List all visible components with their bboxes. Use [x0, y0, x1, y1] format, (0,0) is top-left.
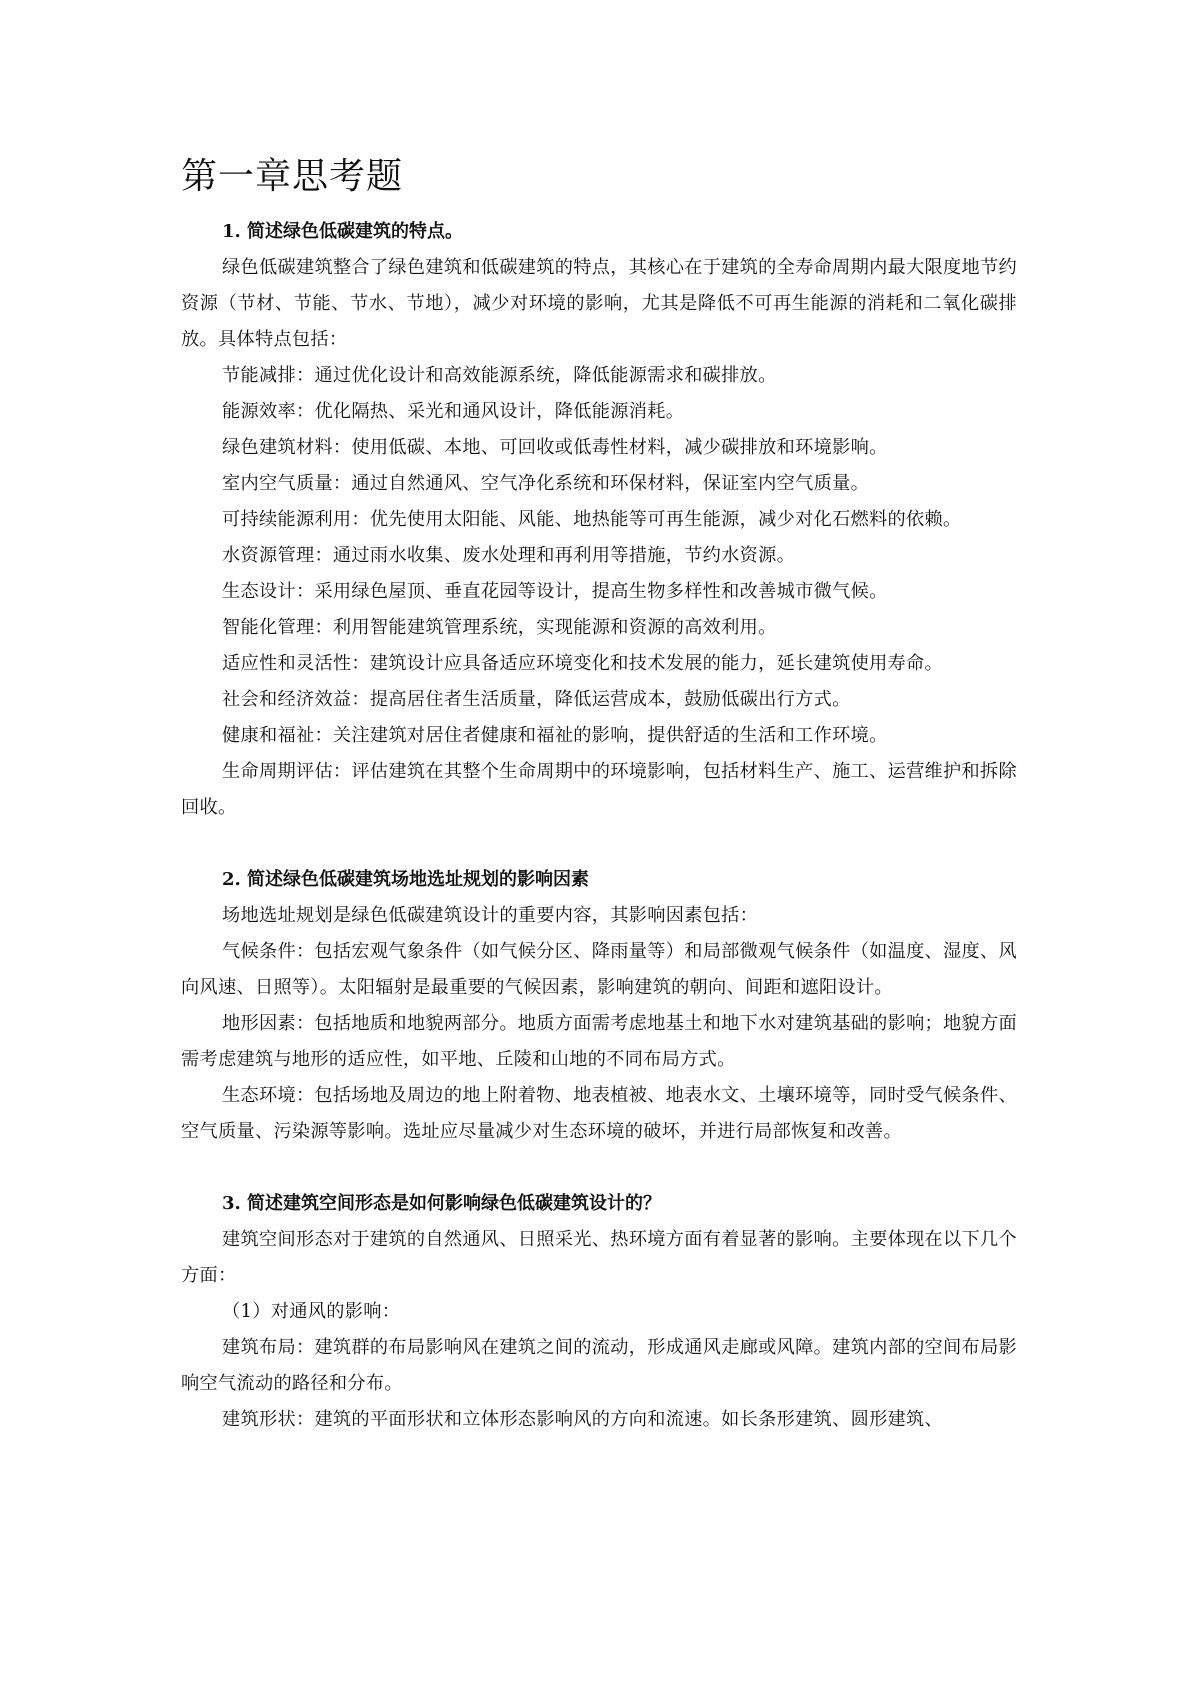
q1-paragraph: 能源效率：优化隔热、采光和通风设计，降低能源消耗。	[222, 401, 685, 422]
q1-paragraph: 绿色低碳建筑整合了绿色建筑和低碳建筑的特点，其核心在于建筑的全寿命周期内最大限度地节约资源（节材、节能、节水、节地），减少对环境的影响，尤其是降低不可再生能源的消耗和二氧化碳排放。具体特点包括：	[181, 257, 1017, 350]
section-spacer	[181, 826, 1017, 862]
q3-paragraph: 建筑布局：建筑群的布局影响风在建筑之间的流动，形成通风走廊或风障。建筑内部的空间布局影响空气流动的路径和分布。	[181, 1337, 1017, 1394]
q1-paragraph: 水资源管理：通过雨水收集、废水处理和再利用等措施，节约水资源。	[222, 545, 796, 566]
q1-paragraph: 社会和经济效益：提高居住者生活质量，降低运营成本，鼓励低碳出行方式。	[222, 689, 851, 710]
q1-paragraph: 生命周期评估：评估建筑在其整个生命周期中的环境影响，包括材料生产、施工、运营维护和拆除回收。	[181, 761, 1017, 818]
q2-paragraph: 气候条件：包括宏观气象条件（如气候分区、降雨量等）和局部微观气候条件（如温度、湿度、风向风速、日照等）。太阳辐射是最重要的气候因素，影响建筑的朝向、间距和遮阳设计。	[181, 941, 1017, 998]
question-3-section	[181, 1186, 1017, 1438]
chapter-title: 第一章思考题	[181, 156, 404, 197]
section-spacer	[181, 1150, 1017, 1186]
q1-paragraph: 生态设计：采用绿色屋顶、垂直花园等设计，提高生物多样性和改善城市微气候。	[222, 581, 888, 602]
q1-paragraph: 智能化管理：利用智能建筑管理系统，实现能源和资源的高效利用。	[222, 617, 777, 638]
question-2-section	[181, 862, 1017, 1150]
page-content	[181, 150, 1017, 1438]
q3-paragraph: （1）对通风的影响：	[222, 1301, 401, 1322]
question-3-title: 3. 简述建筑空间形态是如何影响绿色低碳建筑设计的？	[222, 1193, 662, 1214]
q2-paragraph: 生态环境：包括场地及周边的地上附着物、地表植被、地表水文、土壤环境等，同时受气候条件、空气质量、污染源等影响。选址应尽量减少对生态环境的破坏，并进行局部恢复和改善。	[181, 1085, 1017, 1142]
q3-paragraph: 建筑形状：建筑的平面形状和立体形态影响风的方向和流速。如长条形建筑、圆形建筑、	[222, 1409, 944, 1430]
q1-paragraph: 绿色建筑材料：使用低碳、本地、可回收或低毒性材料，减少碳排放和环境影响。	[222, 437, 888, 458]
q2-paragraph: 地形因素：包括地质和地貌两部分。地质方面需考虑地基土和地下水对建筑基础的影响；地貌方面需考虑建筑与地形的适应性，如平地、丘陵和山地的不同布局方式。	[181, 1013, 1017, 1070]
q1-paragraph: 节能减排：通过优化设计和高效能源系统，降低能源需求和碳排放。	[222, 365, 777, 386]
question-2-title: 2. 简述绿色低碳建筑场地选址规划的影响因素	[222, 869, 590, 890]
q1-paragraph: 健康和福祉：关注建筑对居住者健康和福祉的影响，提供舒适的生活和工作环境。	[222, 725, 888, 746]
q1-paragraph: 室内空气质量：通过自然通风、空气净化系统和环保材料，保证室内空气质量。	[222, 473, 870, 494]
q2-paragraph: 场地选址规划是绿色低碳建筑设计的重要内容，其影响因素包括：	[222, 905, 759, 926]
question-1-title: 1. 简述绿色低碳建筑的特点。	[222, 221, 464, 242]
question-1-section	[181, 214, 1017, 826]
q1-paragraph: 可持续能源利用：优先使用太阳能、风能、地热能等可再生能源，减少对化石燃料的依赖。	[222, 509, 962, 530]
q3-paragraph: 建筑空间形态对于建筑的自然通风、日照采光、热环境方面有着显著的影响。主要体现在以下几个方面：	[181, 1229, 1017, 1286]
q1-paragraph: 适应性和灵活性：建筑设计应具备适应环境变化和技术发展的能力，延长建筑使用寿命。	[222, 653, 944, 674]
